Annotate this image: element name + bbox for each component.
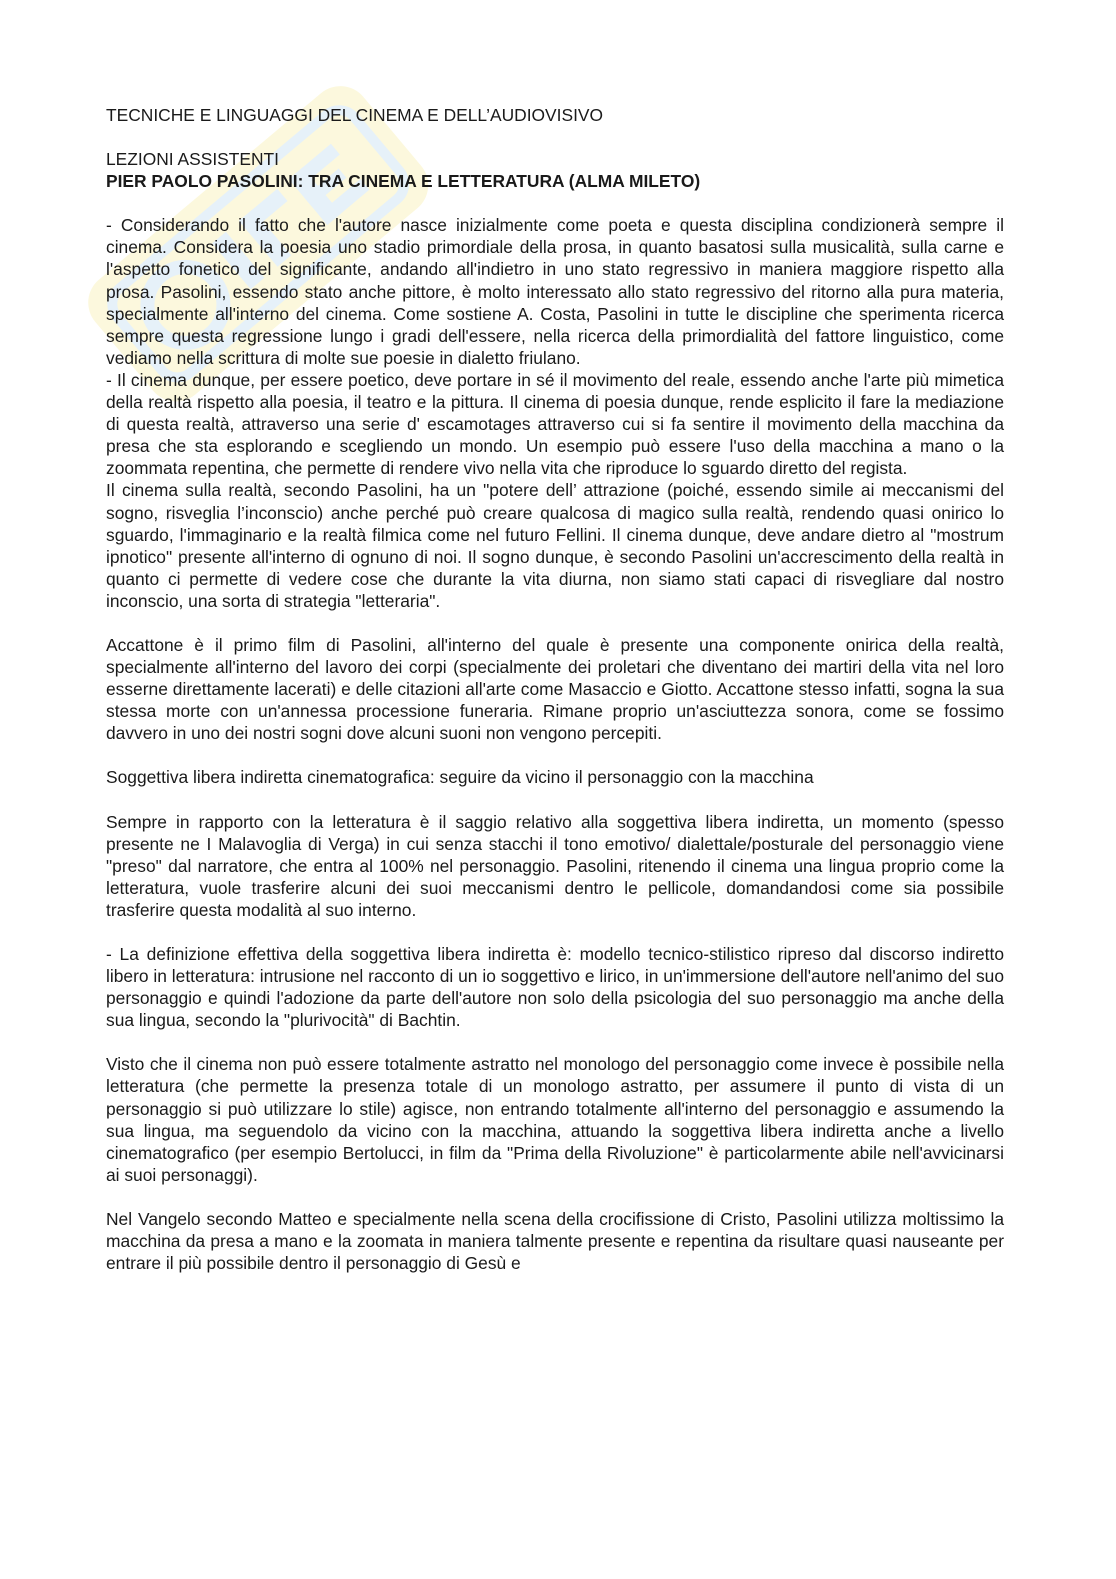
paragraph: Accattone è il primo film di Pasolini, all'interno del quale è presente una componente onirica della realtà, specialmente all'interno del lavoro dei corpi (specialmente dei proletari che diventano dei martiri della vita nel loro esserne direttamente lacerati) e delle citazioni all'arte come Masaccio e Giotto. Accattone stesso infatti, sogna la sua stessa morte con un'annessa processione funeraria. Rimane proprio un'asciuttezza sonora, come se fossimo davvero in uno dei nostri sogni dove alcuni suoni non vengono percepiti. <box>106 634 1004 744</box>
paragraph: Nel Vangelo secondo Matteo e specialmente nella scena della crocifissione di Cristo, Pasolini utilizza moltissimo la macchina da presa a mano e la zoomata in maniera talmente presente e repentina da risultare quasi nauseante per entrare il più possibile dentro il personaggio di Gesù e <box>106 1208 1004 1274</box>
paragraph: - La definizione effettiva della soggettiva libera indiretta è: modello tecnico-stilistico ripreso dal discorso indiretto libero in letteratura: intrusione nel racconto di un io soggettivo e lirico, in un'immersione dell'autore nell'animo del suo personaggio e quindi l'adozione da parte dell'autore non solo della psicologia del suo personaggio ma anche della sua lingua, secondo la "plurivocità" di Bachtin. <box>106 944 1004 1031</box>
paragraph: Visto che il cinema non può essere totalmente astratto nel monologo del personaggio come invece è possibile nella letteratura (che permette la presenza totale di un monologo astratto, per assumere il punto di vista di un personaggio si può utilizzare lo stile) agisce, non entrando totalmente all'interno del personaggio e assumendo la sua lingua, ma seguendolo da vicino con la macchina, attuando la soggettiva libera indiretta anche a livello cinematografico (per esempio Bertolucci, in film da "Prima della Rivoluzione" è particolarmente abile nell'avvicinarsi ai suoi personaggi). <box>106 1054 1004 1185</box>
lesson-type: LEZIONI ASSISTENTI <box>106 149 279 170</box>
lesson-title: PIER PAOLO PASOLINI: TRA CINEMA E LETTERATURA (ALMA MILETO) <box>106 171 701 192</box>
paragraph: - Considerando il fatto che l'autore nasce inizialmente come poeta e questa disciplina condizionerà sempre il cinema. Considera la poesia uno stadio primordiale della prosa, in quanto basatosi sulla musicalità, sulla carne e l'aspetto fonetico del significante, andando all'indietro in uno stato regressivo in maniera maggiore rispetto alla prosa. Pasolini, essendo stato anche pittore, è molto interessato allo stato regressivo del ritorno alla pura materia, specialmente all'interno del cinema. Come sostiene A. Costa, Pasolini in tutte le discipline che sperimenta ricerca sempre questa regressione lungo i gradi dell'essere, nella ricerca della primordialità del fattore linguistico, come vediamo nella scrittura di molte sue poesie in dialetto friulano. <box>106 215 1004 368</box>
section-heading: Soggettiva libera indiretta cinematografica: seguire da vicino il personaggio con la macchina <box>106 767 814 788</box>
paragraph: - Il cinema dunque, per essere poetico, deve portare in sé il movimento del reale, essendo anche l'arte più mimetica della realtà rispetto alla poesia, il teatro e la pittura. Il cinema di poesia dunque, rende esplicito il fare la mediazione di questa realtà, attraverso una serie d' escamotages attraverso cui si fa sentire il movimento della macchina da presa che sta esplorando e scegliendo un mondo. Un esempio può essere l'uso della macchina a mano o la zoommata repentina, che permette di rendere vivo nella vita che riproduce lo sguardo diretto del regista. <box>106 369 1004 479</box>
paragraph: Il cinema sulla realtà, secondo Pasolini, ha un "potere dell’ attrazione (poiché, essendo simile ai meccanismi del sogno, risveglia l’inconscio) anche perché può creare qualcosa di magico sulla realtà, rendendo quasi onirico lo sguardo, l'immaginario e la realtà filmica come nel futuro Fellini. Il cinema dunque, deve andare dietro al "mostrum ipnotico" presente all'interno di ognuno di noi. Il sogno dunque, è secondo Pasolini un'accrescimento della realtà in quanto ci permette di vedere cose che durante la vita diurna, non siamo stati capaci di risvegliare dal nostro inconscio, una sorta di strategia "letteraria". <box>106 480 1004 611</box>
document-page <box>106 104 1004 1274</box>
paragraph: Sempre in rapporto con la letteratura è il saggio relativo alla soggettiva libera indiretta, un momento (spesso presente ne I Malavoglia di Verga) in cui senza stacchi il tono emotivo/ dialettale/posturale del personaggio viene "preso" dal narratore, che entra al 100% nel personaggio. Pasolini, ritenendo il cinema una lingua proprio come la letteratura, vuole trasferire alcuni dei suoi meccanismi dentro le pellicole, domandandosi come sia possibile trasferire questa modalità al suo interno. <box>106 811 1004 920</box>
course-title: TECNICHE E LINGUAGGI DEL CINEMA E DELL’AUDIOVISIVO <box>106 105 604 125</box>
